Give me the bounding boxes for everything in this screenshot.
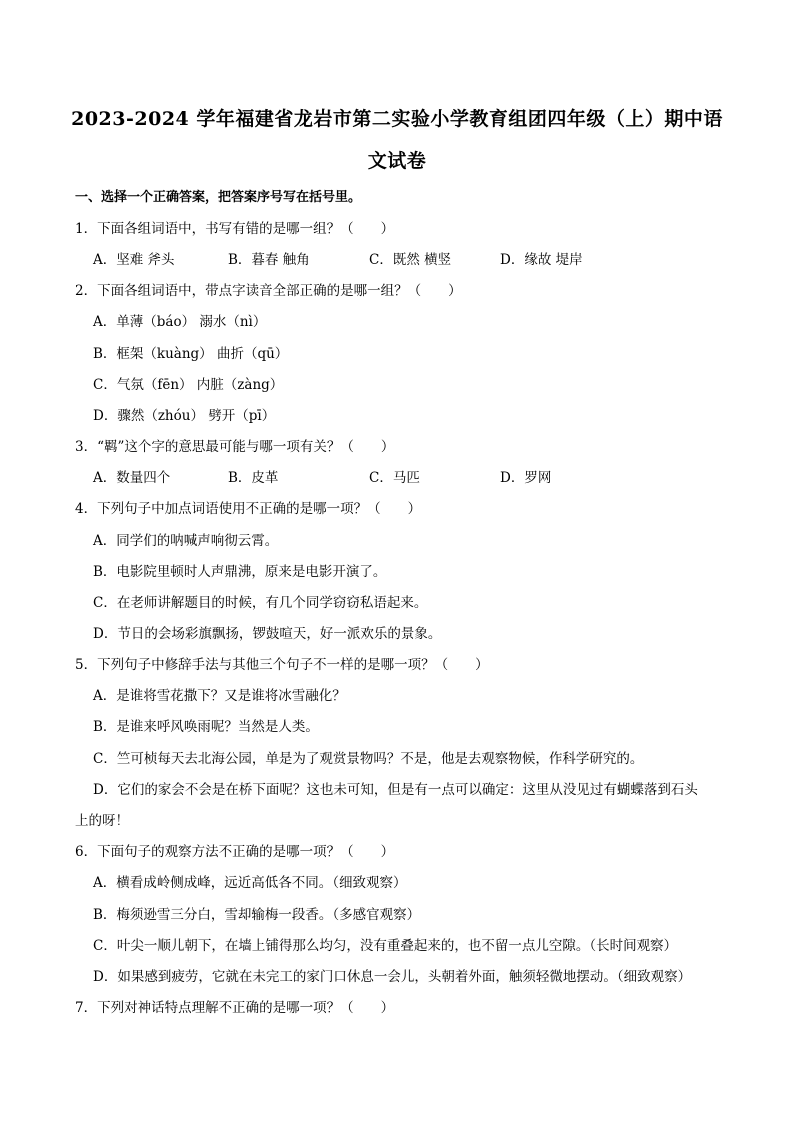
question-5-stem: 5．下列句子中修辞手法与其他三个句子不一样的是哪一项？（ ） (75, 657, 489, 673)
question-6-option-d: D．如果感到疲劳，它就在未完工的家门口休息一会儿，头朝着外面，触须轻微地摆动。（细致观察） (93, 969, 692, 985)
question-1-option-c: C．既然 横竖 (369, 252, 452, 268)
question-1-option-d: D．缘故 堤岸 (500, 252, 583, 268)
question-4-option-c: C．在老师讲解题目的时候，有几个同学窃窃私语起来。 (93, 595, 428, 611)
question-6-option-c: C．叶尖一顺儿朝下，在墙上铺得那么均匀，没有重叠起来的，也不留一点儿空隙。（长时间观察） (93, 938, 678, 954)
question-6-option-a: A．横看成岭侧成峰，远近高低各不同。（细致观察） (93, 875, 407, 891)
question-2-stem: 2．下面各组词语中，带点字读音全部正确的是哪一组？（ ） (75, 283, 462, 299)
question-4-option-a: A．同学们的呐喊声响彻云霄。 (93, 533, 279, 549)
question-6-stem: 6．下面句子的观察方法不正确的是哪一项？（ ） (75, 844, 395, 860)
question-5-option-a: A．是谁将雪花撒下？又是谁将冰雪融化？ (93, 688, 346, 704)
question-2-option-b: B．框架（kuàng） 曲折（qū） (93, 346, 289, 362)
exam-title-line2: 文试卷 (367, 150, 427, 172)
question-4-option-b: B．电影院里顿时人声鼎沸，原来是电影开演了。 (93, 564, 387, 580)
question-5-option-b: B．是谁来呼风唤雨呢？当然是人类。 (93, 719, 319, 735)
question-7-stem: 7．下列对神话特点理解不正确的是哪一项？（ ） (75, 1000, 395, 1016)
question-5-option-d-continued: 上的呀！ (75, 813, 129, 829)
question-1-stem: 1．下面各组词语中，书写有错的是哪一组？（ ） (75, 221, 395, 237)
question-5-option-c: C．竺可桢每天去北海公园，单是为了观赏景物吗？不是，他是去观察物候，作科学研究的。 (93, 751, 644, 767)
question-4-option-d: D．节日的会场彩旗飘扬，锣鼓喧天，好一派欢乐的景象。 (93, 626, 442, 642)
question-3-option-b: B．皮革 (228, 470, 279, 486)
section-heading: 一、选择一个正确答案，把答案序号写在括号里。 (75, 190, 362, 205)
question-2-option-a: A．单薄（báo） 溺水（nì） (93, 314, 267, 330)
question-2-option-d: D．骤然（zhóu） 劈开（pī） (93, 408, 276, 424)
question-6-option-b: B．梅须逊雪三分白，雪却输梅一段香。（多感官观察） (93, 907, 421, 923)
question-2-option-c: C．气氛（fēn） 内脏（zàng） (93, 377, 284, 393)
question-3-option-a: A．数量四个 (93, 470, 171, 486)
question-1-option-b: B．暮春 触角 (228, 252, 310, 268)
exam-title-line1: 2023-2024 学年福建省龙岩市第二实验小学教育组团四年级（上）期中语 (71, 108, 723, 130)
question-1-option-a: A．坚难 斧头 (93, 252, 175, 268)
question-3-stem: 3．“羁”这个字的意思最可能与哪一项有关？（ ） (75, 439, 395, 455)
question-5-option-d: D．它们的家会不会是在桥下面呢？这也未可知，但是有一点可以确定：这里从没见过有蝴蝶落到石头 (93, 782, 698, 798)
question-3-option-c: C．马匹 (369, 470, 420, 486)
question-3-option-d: D．罗网 (500, 470, 552, 486)
question-4-stem: 4．下列句子中加点词语使用不正确的是哪一项？（ ） (75, 501, 422, 517)
